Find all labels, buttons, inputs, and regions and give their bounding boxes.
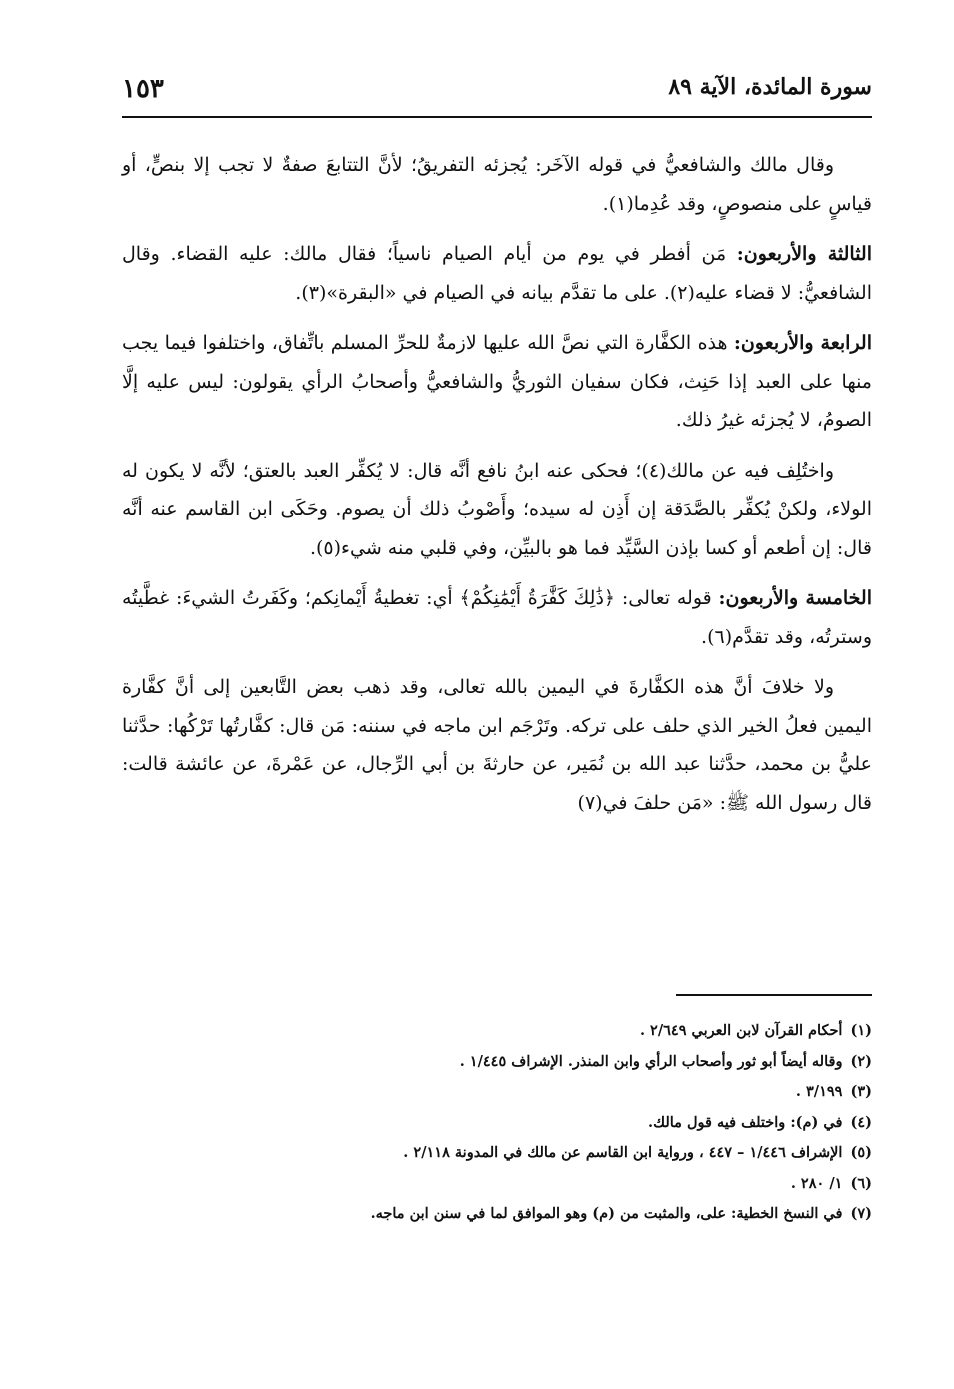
footnote-text: ٣/١٩٩ . <box>795 1083 843 1100</box>
issue-heading-43: الثالثة والأربعون: <box>736 243 872 265</box>
footnote-number: (٥) <box>850 1144 872 1161</box>
footnote-number: (٦) <box>850 1174 872 1192</box>
footnote <box>122 1199 872 1230</box>
paragraph-6 <box>122 668 872 822</box>
footnote-number: (٧) <box>850 1205 872 1222</box>
issue-heading-45: الخامسة والأربعون: <box>718 587 872 609</box>
footnote-number: (٣) <box>850 1083 872 1100</box>
footnote-text: ١/ ٢٨٠ . <box>790 1174 843 1192</box>
paragraph-2 <box>122 235 872 312</box>
header-divider <box>122 116 872 118</box>
footnote-text: في (م): واختلف فيه قول مالك. <box>648 1113 843 1131</box>
footnote-text: في النسخ الخطية: على، والمثبت من (م) وهو الموافق لما في سنن ابن ماجه. <box>370 1205 843 1222</box>
paragraph-text: واختُلِف فيه عن مالك(٤)؛ فحكى عنه ابنُ نافع أنَّه قال: لا يُكفِّر العبد بالعتق؛ لأنَّه لا يكون له الولاء، ولكنْ يُكفِّر بالصَّدَقة إن أَذِن له سيده؛ وأَصْوبُ ذلك أن يصوم. وحَكَى ابن القاسم عنه أنَّه قال: إن أطعم أو كسا بإذن السَّيِّد فما هو بالبيِّن، وفي قلبي منه شيء(٥). <box>122 459 872 559</box>
paragraph-text: وقال مالك والشافعيُّ في قوله الآخَر: يُجزئه التفريقُ؛ لأنَّ التتابعَ صفةٌ لا تجب إلا بنصٍّ، أو قياسٍ على منصوصٍ، وقد عُدِما(١). <box>122 154 872 215</box>
paragraph-text: مَن أفطر في يوم من أيام الصيام ناسياً؛ فقال مالك: عليه القضاء. وقال الشافعيُّ: لا قضاء عليه(٢). على ما تقدَّم بيانه في الصيام في «البقرة»(٣). <box>122 243 872 304</box>
footnote-text: أحكام القرآن لابن العربي ٢/٦٤٩ . <box>639 1022 843 1039</box>
footnote <box>122 1047 872 1078</box>
footnote-text: الإشراف ١/٤٤٦ – ٤٤٧ ، ورواية ابن القاسم عن مالك في المدونة ٢/١١٨ . <box>403 1144 843 1161</box>
footnote-divider <box>676 994 872 996</box>
paragraph-4 <box>122 452 872 568</box>
paragraph-text: قوله تعالى: ﴿ذَٰلِكَ كَفَّٰرَةُ أَيْمَٰنِكُمْ﴾ أي: تغطيةُ أَيْمانِكم؛ وكَفَرتُ الشيءَ: غطَّيتُه وسترتُه، وقد تقدَّم(٦). <box>122 587 872 648</box>
running-title: سورة المائدة، الآية ٨٩ <box>668 74 872 100</box>
issue-heading-44: الرابعة والأربعون: <box>733 332 872 354</box>
paragraph-text: ولا خلافَ أنَّ هذه الكفَّارةَ في اليمين بالله تعالى، وقد ذهب بعض التَّابعين إلى أنَّ كفَّارة اليمين فعلُ الخير الذي حلف على تركه. وتَرْجَم ابن ماجه في سننه: مَن قال: كفَّارتُها تَرْكُها: حدَّثنا عليُّ بن محمد، حدَّثنا عبد الله بن نُمَير، عن حارثةَ بن أبي الرِّجال، عن عَمْرةَ، عن عائشة قالت: قال رسول الله ﷺ: «مَن حلفَ في(٧) <box>122 676 872 814</box>
footnote <box>122 1108 872 1139</box>
paragraph-5 <box>122 579 872 656</box>
footnote-number: (١) <box>850 1022 872 1039</box>
footnote-number: (٤) <box>850 1113 872 1131</box>
footnotes <box>122 1016 872 1230</box>
paragraph-1 <box>122 146 872 223</box>
footnote <box>122 1138 872 1169</box>
footnote <box>122 1016 872 1047</box>
footnote-number: (٢) <box>850 1052 872 1070</box>
paragraph-text: هذه الكفَّارة التي نصَّ الله عليها لازمةٌ للحرِّ المسلم باتِّفاق، واختلفوا فيما يجب منها على العبد إذا حَنِث، فكان سفيان الثوريُّ والشافعيُّ وأصحابُ الرأي يقولون: ليس عليه إلَّا الصومُ، لا يُجزئه غيرُ ذلك. <box>122 332 872 431</box>
main-text <box>122 146 872 834</box>
footnote-text: وقاله أيضاً أبو ثور وأصحاب الرأي وابن المنذر. الإشراف ١/٤٤٥ . <box>459 1052 843 1070</box>
paragraph-3 <box>122 324 872 440</box>
page-header <box>122 70 872 116</box>
page-number: ١٥٣ <box>122 74 164 104</box>
footnote <box>122 1169 872 1200</box>
footnote <box>122 1077 872 1108</box>
